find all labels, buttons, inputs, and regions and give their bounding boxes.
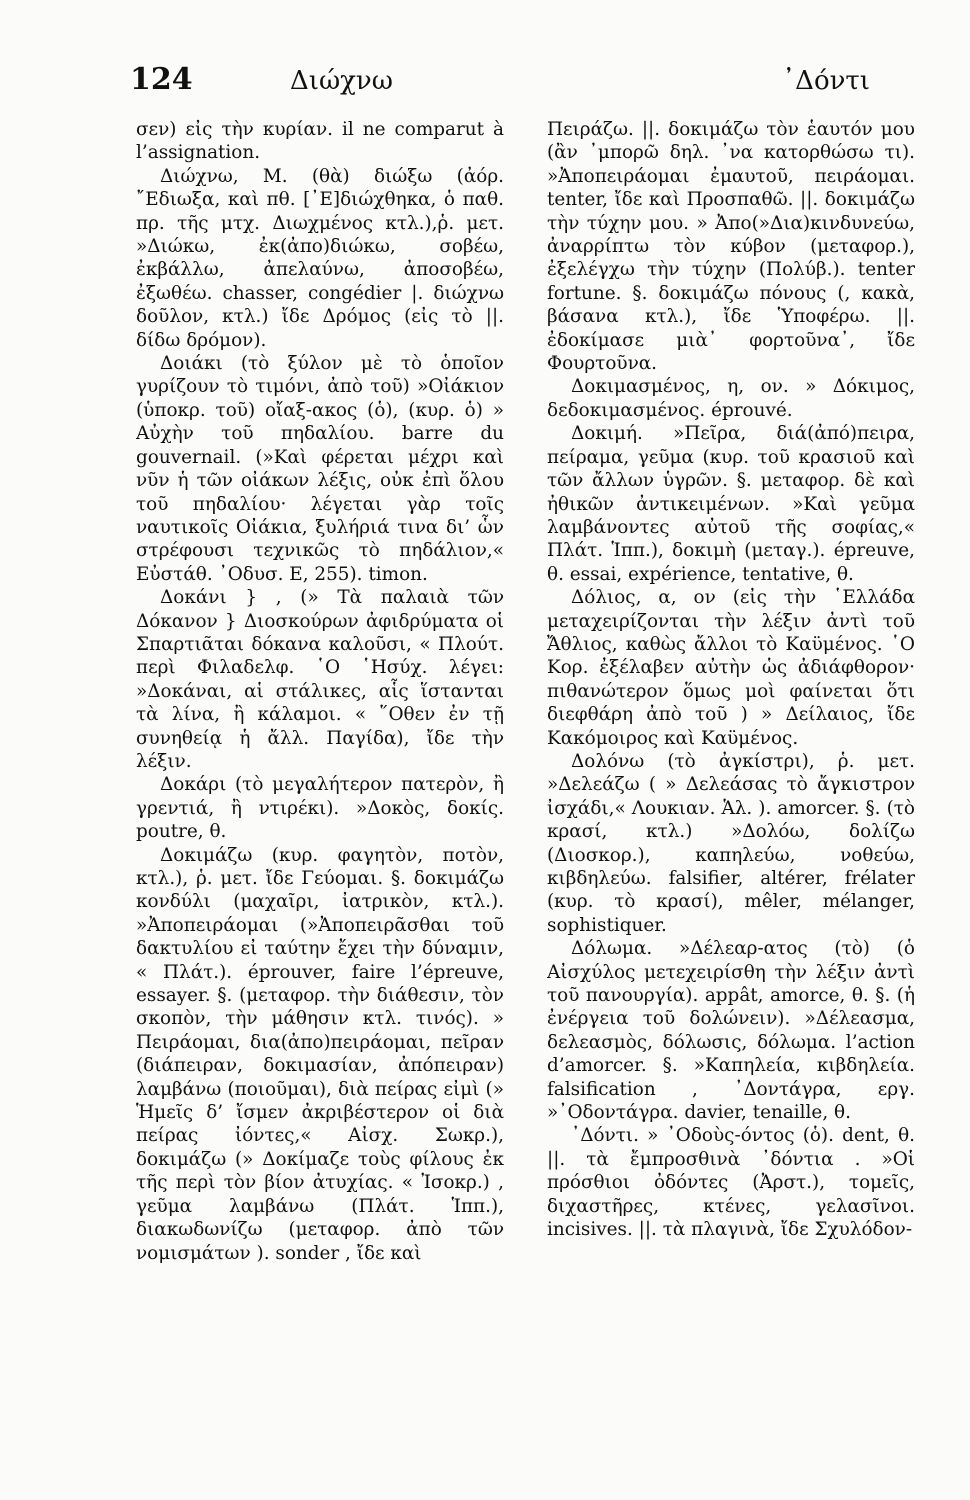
entry-diochno: Διώχνω, Μ. (θὰ) διώξω (ἀόρ. ῎Εδιωξα, καὶ πθ. [᾽Ε]διώχθηκα, ὁ παθ. πρ. τῆς μτχ. Διωχμένος κτλ.),ῥ. μετ. »Διώκω, ἐκ(ἀπο)διώκω, σοβέω, ἐκβάλλω, ἀπελαύνω, ἀποσοβέω, ἐξωθέω. chasser, congédier |. διώχνω δοῦλον, κτλ.) ἴδε Δρόμος (εἰς τὸ ||. δίδω δρόμον).	[136, 165, 504, 351]
entry-dokani: Δοκάνι } , (» Τὰ παλαιὰ τῶν Δόκανον } Διοσκούρων ἀφιδρύματα οἱ Σπαρτιᾶται δόκανα καλοῦσι, « Πλούτ. περὶ Φιλαδελφ. ῾Ο ῾Ησύχ. λέγει: »Δοκάναι, αἱ στάλικες, αἷς ἵστανται τὰ λίνα, ἢ κάλαμοι. « ῞Οθεν ἐν τῇ συνηθείᾳ ἡ ἄλλ. Παγίδα), ἴδε τὴν λέξιν.	[136, 587, 504, 772]
right-column	[547, 118, 915, 1418]
left-entry-continuation: σεν) εἰς τὴν κυρίαν. il ne comparut à l’assignation.	[136, 119, 504, 164]
page-number: 124	[130, 62, 193, 97]
entry-doiaki: Δοιάκι (τὸ ξύλον μὲ τὸ ὁποῖον γυρίζουν τὸ τιμόνι, ἀπὸ τοῦ) »Οἰάκιον (ὑποκρ. τοῦ) οἴαξ-ακος (ὁ), (κυρ. ὁ) » Αὐχὴν τοῦ πηδαλίου. barre du gouvernail. (»Καὶ φέρεται μέχρι καὶ νῦν ἡ τῶν οἰάκων λέξις, οὐκ ἐπὶ ὅλου τοῦ πηδαλίου· λέγεται γὰρ τοῖς ναυτικοῖς Οἰάκια, ξυλήριά τινα δι’ ὧν στρέφουσι τεχνικῶς τὸ πηδάλιον,« Εὐστάθ. ᾿Οδυσ. Ε, 255). timon.	[136, 353, 504, 585]
entry-doloma: Δόλωμα. »Δέλεαρ-ατος (τὸ) (ὁ Αἰσχύλος μετεχειρίσθη τὴν λέξιν ἀντὶ τοῦ πανουργία). appât, amorce, θ. §. (ἡ ἐνέργεια τοῦ δολώνειν). »Δέλεασμα, δελεασμὸς, δόλωσις, δόλωμα. l’action d’amorcer. §. »Καπηλεία, κιβδηλεία. falsification , ᾽Δοντάγρα, εργ. »᾽Οδοντάγρα. davier, tenaille, θ.	[547, 938, 915, 1124]
entry-dolios: Δόλιος, α, ον (εἰς τὴν ῾Ελλάδα μεταχειρίζονται τὴν λέξιν ἀντὶ τοῦ Ἄθλιος, καθὼς ἄλλοι τὸ Καϋμένος. ῾Ο Κορ. ἐξέλαβεν αὐτὴν ὡς ἀδιάφθορον· πιθανώτερον ὅμως μοὶ φαίνεται ὅτι διεφθάρη ἀπὸ τοῦ ) » Δείλαιος, ἴδε Κακόμοιρος καὶ Καϋμένος.	[547, 587, 915, 749]
entry-dokimazo: Δοκιμάζω (κυρ. φαγητὸν, ποτὸν, κτλ.), ῥ. μετ. ἴδε Γεύομαι. §. δοκιμάζω κονδύλι (μαχαῖρι, ἰατρικὸν, κτλ.). »Ἀποπειράομαι (»Ἀποπειρᾶσθαι τοῦ δακτυλίου εἰ ταύτην ἔχει τὴν δύναμιν, « Πλάτ.). éprouver, faire l’épreuve, essayer. §. (μεταφορ. τὴν διάθεσιν, τὸν σκοπὸν, τὴν μάθησιν κτλ. τινός). » Πειράομαι, δια(ἀπο)πειράομαι, πεῖραν (διάπειραν, δοκιμασίαν, ἀπόπειραν) λαμβάνω (ποιοῦμαι), διὰ πείρας εἰμὶ (» Ἡμεῖς δ’ ἴσμεν ἀκριβέστερον οἱ διὰ πείρας ἰόντες,« Αἰσχ. Σωκρ.), δοκιμάζω (» Δοκίμαζε τοὺς φίλους ἐκ τῆς περὶ τὸν βίον ἀτυχίας. « Ἰσοκρ.) , γεῦμα λαμβάνω (Πλάτ. Ἱππ.), διακωδωνίζω (μεταφορ. ἀπὸ τῶν νομισμάτων ). sonder , ἴδε καὶ	[136, 844, 504, 1264]
left-running-head: Διώχνω	[290, 66, 393, 96]
entry-dolono: Δολόνω (τὸ ἀγκίστρι), ῥ. μετ. »Δελεάζω ( » Δελεάσας τὸ ἄγκιστρον ἰσχάδι,« Λουκιαν. Ἁλ. ). amorcer. §. (τὸ κρασί, κτλ.) »Δολόω, δολίζω (Διοσκορ.), καπηλεύω, νοθεύω, κιβδηλεύω. falsifier, altérer, frélater (κυρ. τὸ κρασί), mêler, mélanger, sophistiquer.	[547, 750, 915, 936]
page-header	[130, 62, 880, 106]
entry-donti: ᾽Δόντι. » ᾽Οδοὺς-όντος (ὁ). dent, θ. ||. τὰ ἔμπροσθινὰ ᾽δόντια . »Οἱ πρόσθιοι ὀδόντες (Ἀρστ.), τομεῖς, διχαστῆρες, κτένες, γελασῖνοι. incisives. ||. τὰ πλαγινὰ, ἴδε Σχυλόδον-	[547, 1125, 915, 1241]
right-entry-continuation: Πειράζω. ||. δοκιμάζω τὸν ἑαυτόν μου (ἂν ᾽μπορῶ δηλ. ᾽να κατορθώσω τι). »Ἀποπειράομαι ἐμαυτοῦ, πειράομαι. tenter, ἴδε καὶ Προσπαθῶ. ||. δοκιμάζω τὴν τύχην μου. » Ἀπο(»Δια)κινδυνεύω, ἀναρρίπτω τὸν κύβον (μεταφορ.), ἐξελέγχω τὴν τύχην (Πολύβ.). tenter fortune. §. δοκιμάζω πόνους (, κακὰ, βάσανα κτλ.), ἴδε Ὑποφέρω. ||. ἐδοκίμασε μιὰ᾽ φορτοῦνα᾽, ἴδε Φουρτοῦνα.	[547, 119, 915, 375]
entry-dokimasmenos: Δοκιμασμένος, η, ον. » Δόκιμος, δεδοκιμασμένος. éprouvé.	[547, 376, 915, 421]
right-running-head: ᾽Δόντι	[782, 66, 870, 96]
entry-dokari: Δοκάρι (τὸ μεγαλήτερον πατερὸν, ἢ γρεντιά, ἢ ντιρέκι). »Δοκὸς, δοκίς. poutre, θ.	[136, 774, 504, 843]
entry-dokimi: Δοκιμή. »Πεῖρα, διά(ἀπό)πειρα, πείραμα, γεῦμα (κυρ. τοῦ κρασιοῦ καὶ τῶν ἄλλων ὑγρῶν. §. μεταφορ. δὲ καὶ ἠθικῶν ἀντικειμένων. »Καὶ γεῦμα λαμβάνοντες αὐτοῦ τῆς σοφίας,« Πλάτ. Ἱππ.), δοκιμὴ (μεταγ.). épreuve, θ. essai, expérience, tentative, θ.	[547, 423, 915, 585]
left-column	[136, 118, 504, 1418]
